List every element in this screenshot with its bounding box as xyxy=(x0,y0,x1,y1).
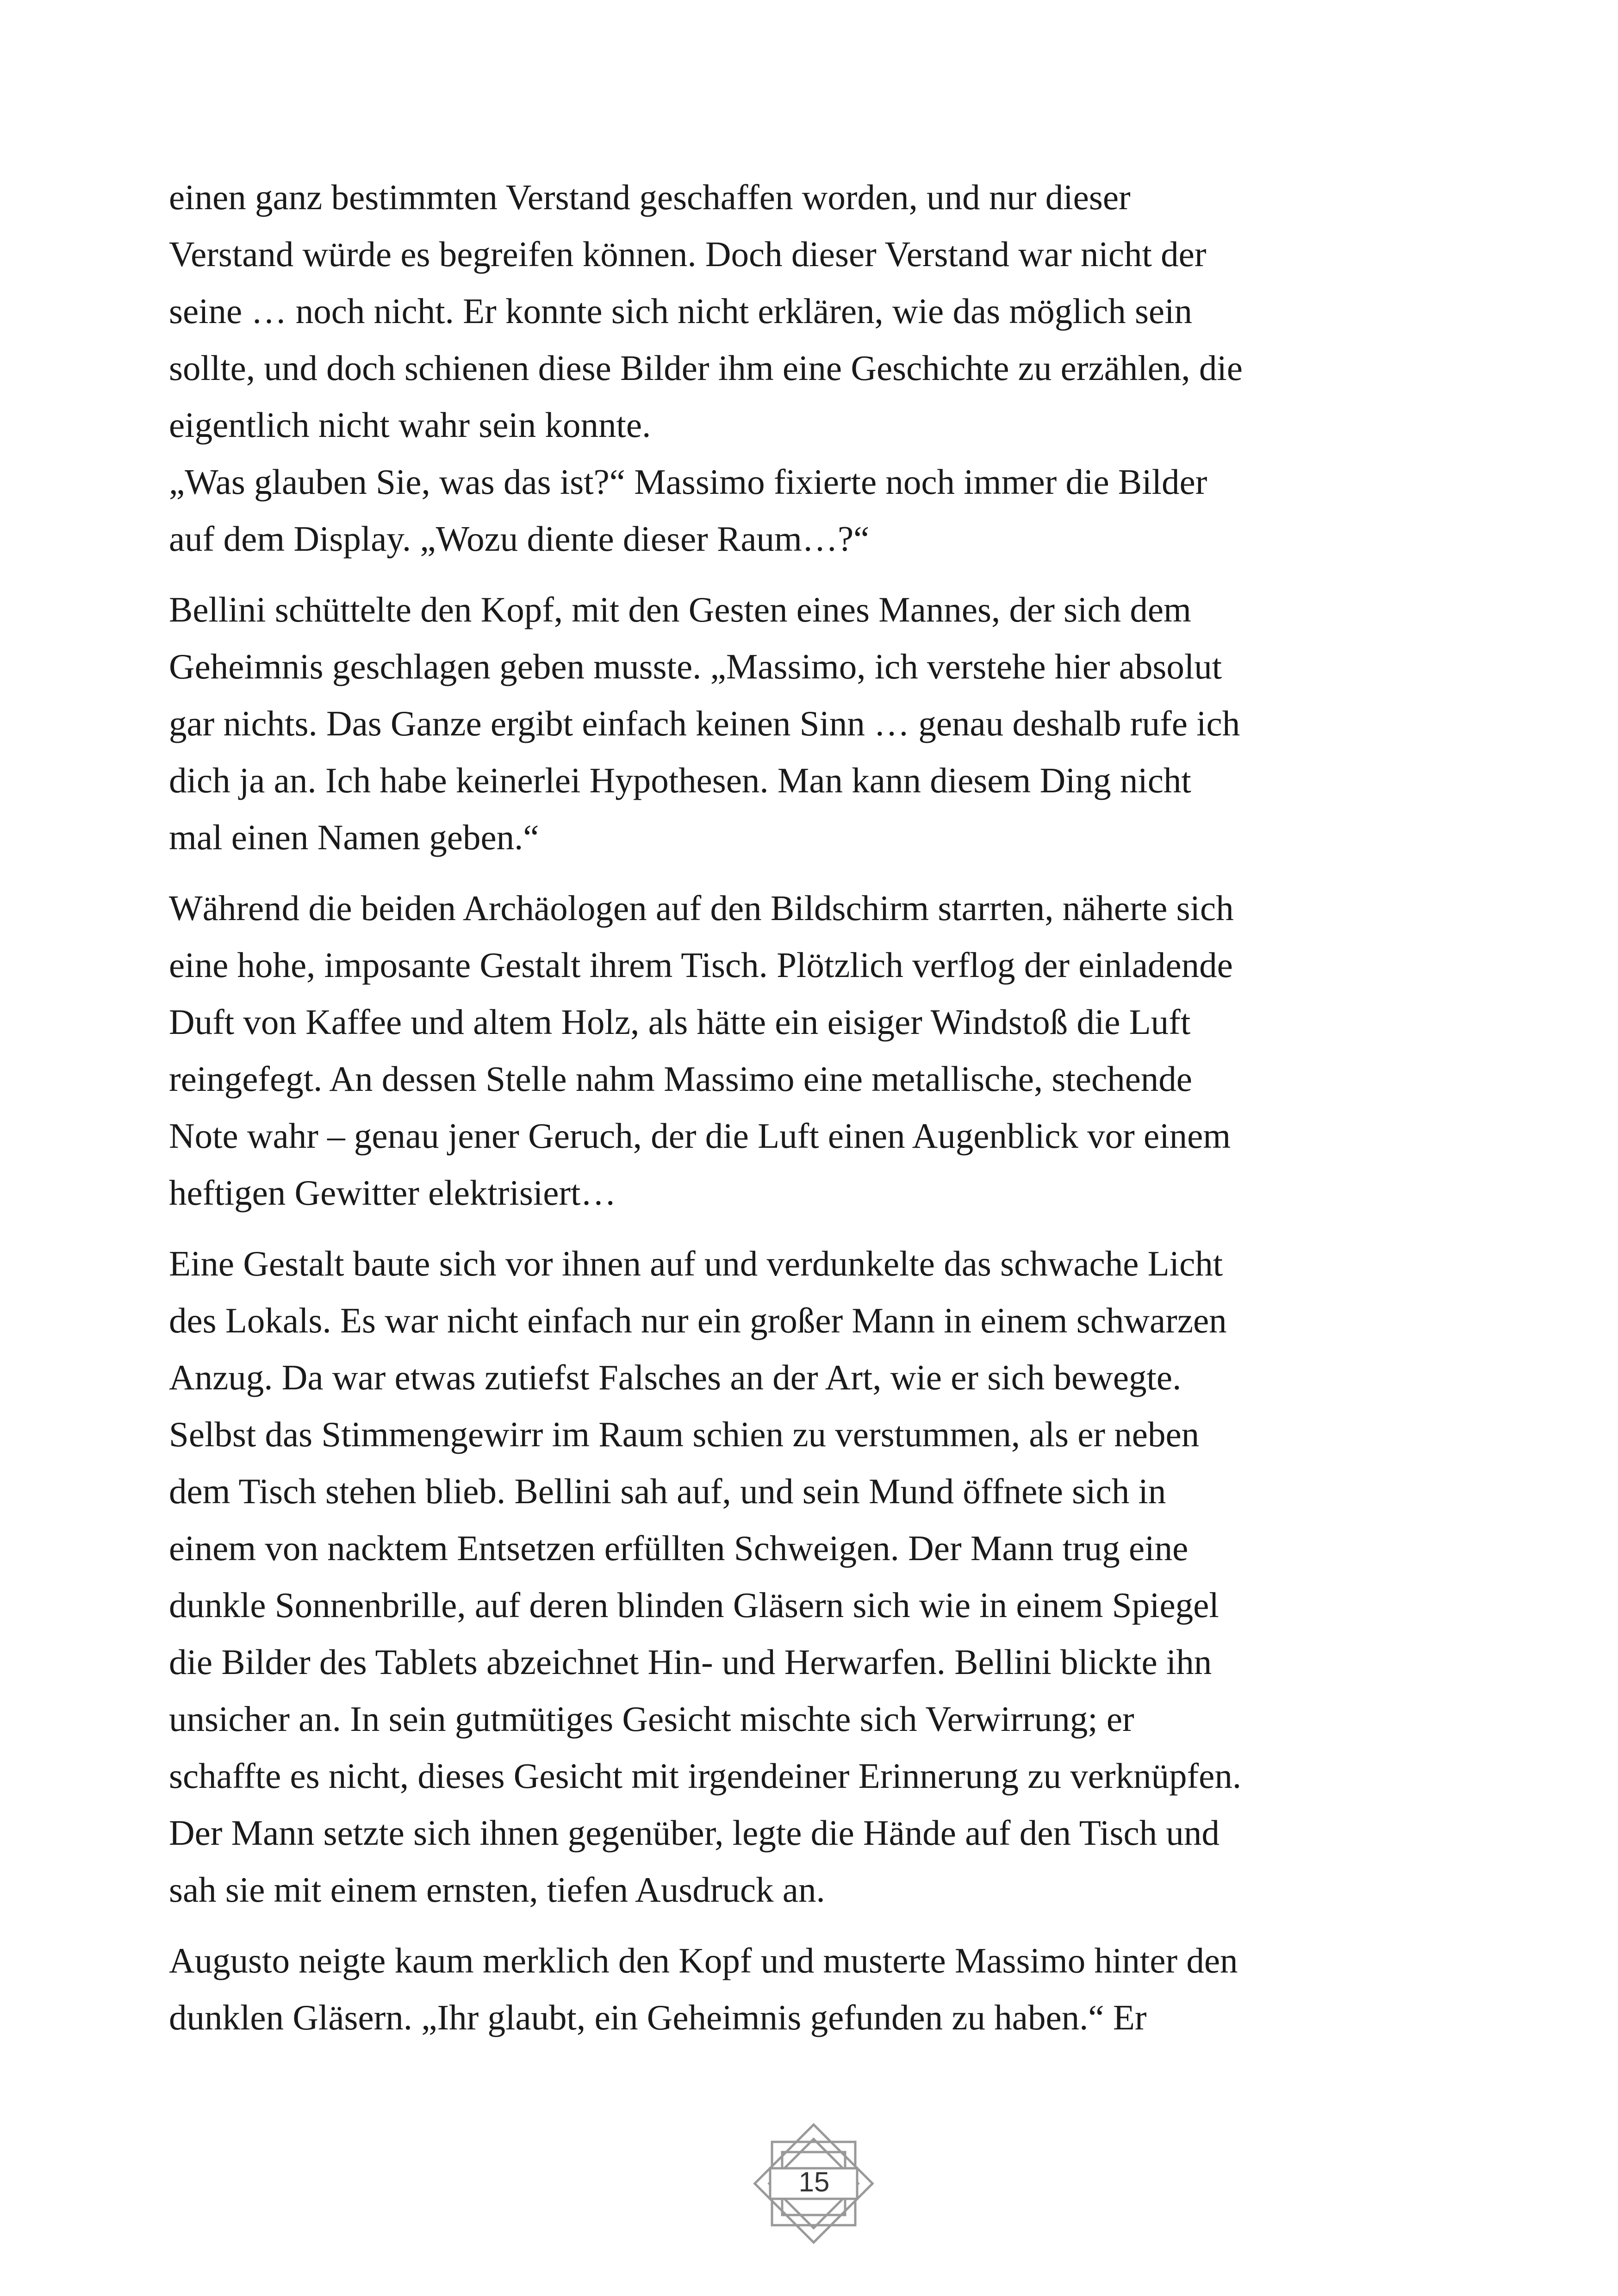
text-line: Eine Gestalt baute sich vor ihnen auf und verdunkelte das schwache Licht xyxy=(169,1244,1223,1283)
text-line: mal einen Namen geben.“ xyxy=(169,817,539,857)
text-line: Bellini schüttelte den Kopf, mit den Gesten eines Mannes, der sich dem xyxy=(169,590,1191,629)
paragraph-3 xyxy=(169,880,1456,1221)
text-line: gar nichts. Das Ganze ergibt einfach keinen Sinn … genau deshalb rufe ich xyxy=(169,703,1240,743)
text-line: des Lokals. Es war nicht einfach nur ein großer Mann in einem schwarzen xyxy=(169,1300,1227,1340)
text-line: Selbst das Stimmengewirr im Raum schien zu verstummen, als er neben xyxy=(169,1414,1200,1454)
text-line: die Bilder des Tablets abzeichnet Hin- und Herwarfen. Bellini blickte ihn xyxy=(169,1642,1212,1682)
text-line: sah sie mit einem ernsten, tiefen Ausdruck an. xyxy=(169,1870,825,1910)
text-line: „Was glauben Sie, was das ist?“ Massimo fixierte noch immer die Bilder xyxy=(169,462,1207,502)
text-line: einen ganz bestimmten Verstand geschaffen worden, und nur dieser xyxy=(169,177,1131,217)
paragraph-4 xyxy=(169,1235,1456,1918)
text-line: heftigen Gewitter elektrisiert… xyxy=(169,1173,616,1213)
text-line: einem von nacktem Entsetzen erfüllten Schweigen. Der Mann trug eine xyxy=(169,1528,1189,1568)
text-line: dich ja an. Ich habe keinerlei Hypothesen. Man kann diesem Ding nicht xyxy=(169,760,1191,800)
text-line: unsicher an. In sein gutmütiges Gesicht mischte sich Verwirrung; er xyxy=(169,1699,1134,1739)
text-line: seine … noch nicht. Er konnte sich nicht erklären, wie das möglich sein xyxy=(169,291,1193,331)
text-line: Während die beiden Archäologen auf den Bildschirm starrten, näherte sich xyxy=(169,888,1234,928)
text-line: dem Tisch stehen blieb. Bellini sah auf, und sein Mund öffnete sich in xyxy=(169,1471,1166,1511)
text-line: Augusto neigte kaum merklich den Kopf und musterte Massimo hinter den xyxy=(169,1941,1238,1980)
text-line: dunklen Gläsern. „Ihr glaubt, ein Geheimnis gefunden zu haben.“ Er xyxy=(169,1997,1147,2037)
text-line: schaffte es nicht, dieses Gesicht mit irgendeiner Erinnerung zu verknüpfen. xyxy=(169,1756,1242,1796)
text-line: Geheimnis geschlagen geben musste. „Massimo, ich verstehe hier absolut xyxy=(169,647,1222,686)
paragraph-5 xyxy=(169,1932,1456,2046)
text-line: Note wahr – genau jener Geruch, der die Luft einen Augenblick vor einem xyxy=(169,1116,1231,1156)
page-number: 15 xyxy=(798,2166,830,2197)
text-line: eine hohe, imposante Gestalt ihrem Tisch. Plötzlich verflog der einladende xyxy=(169,945,1233,985)
text-line: Verstand würde es begreifen können. Doch dieser Verstand war nicht der xyxy=(169,234,1207,274)
text-line: reingefegt. An dessen Stelle nahm Massimo eine metallische, stechende xyxy=(169,1059,1192,1099)
text-line: eigentlich nicht wahr sein konnte. xyxy=(169,405,651,445)
text-line: sollte, und doch schienen diese Bilder ihm eine Geschichte zu erzählen, die xyxy=(169,348,1243,388)
paragraph-1 xyxy=(169,169,1456,567)
text-line: Anzug. Da war etwas zutiefst Falsches an der Art, wie er sich bewegte. xyxy=(169,1357,1182,1397)
text-line: auf dem Display. „Wozu diente dieser Raum…?“ xyxy=(169,519,870,559)
text-line: Duft von Kaffee und altem Holz, als hätte ein eisiger Windstoß die Luft xyxy=(169,1002,1191,1042)
paragraph-2 xyxy=(169,581,1456,866)
body-text xyxy=(169,169,1456,2060)
text-line: dunkle Sonnenbrille, auf deren blinden Gläsern sich wie in einem Spiegel xyxy=(169,1585,1219,1625)
text-line: Der Mann setzte sich ihnen gegenüber, legte die Hände auf den Tisch und xyxy=(169,1813,1220,1853)
